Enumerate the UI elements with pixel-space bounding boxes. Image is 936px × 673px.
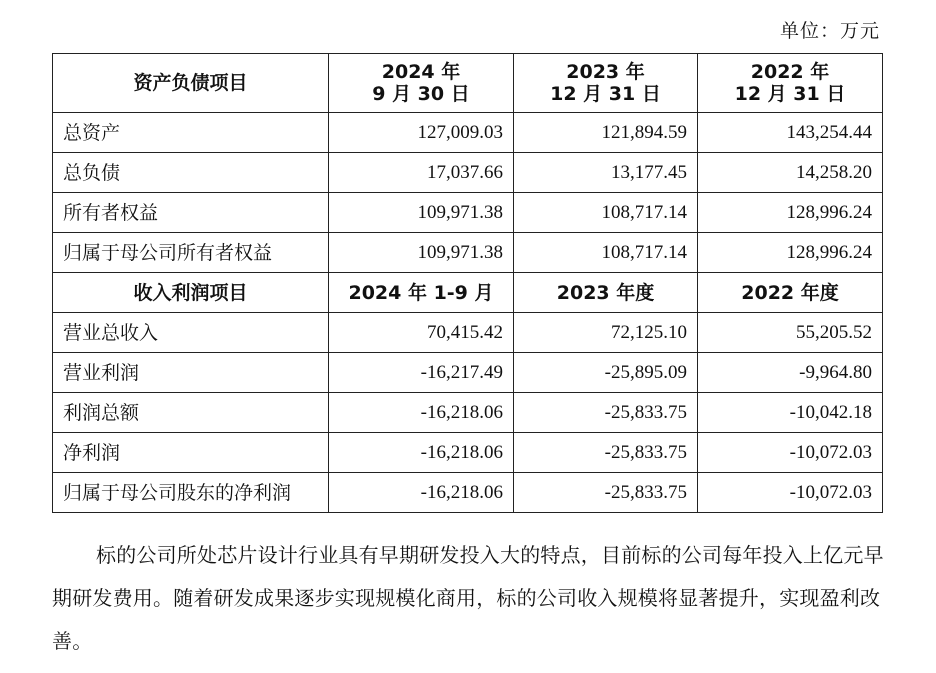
income-header-2024: 2024 年 1-9 月: [329, 273, 514, 313]
cell-value: -25,833.75: [514, 393, 698, 433]
cell-value: 109,971.38: [329, 193, 514, 233]
header-line: 2023 年: [566, 61, 645, 83]
cell-value: -16,218.06: [329, 433, 514, 473]
cell-value: 128,996.24: [698, 233, 883, 273]
cell-value: -16,217.49: [329, 353, 514, 393]
cell-value: 121,894.59: [514, 113, 698, 153]
cell-value: 55,205.52: [698, 313, 883, 353]
row-label: 总资产: [53, 113, 329, 153]
cell-value: 143,254.44: [698, 113, 883, 153]
table-row: [53, 193, 883, 233]
row-label: 所有者权益: [53, 193, 329, 233]
cell-value: 127,009.03: [329, 113, 514, 153]
header-line: 2024 年: [381, 61, 461, 83]
header-line: 2022 年: [750, 61, 830, 83]
cell-value: 72,125.10: [514, 313, 698, 353]
income-header-2023: 2023 年度: [514, 273, 698, 313]
row-label: 净利润: [53, 433, 329, 473]
table-row: [53, 353, 883, 393]
balance-header-2024: [329, 54, 514, 113]
cell-value: 128,996.24: [698, 193, 883, 233]
cell-value: 17,037.66: [329, 153, 514, 193]
cell-value: -16,218.06: [329, 393, 514, 433]
cell-value: -25,833.75: [514, 473, 698, 513]
row-label: 总负债: [53, 153, 329, 193]
income-header-2022: 2022 年度: [698, 273, 883, 313]
balance-header-2022: [698, 54, 883, 113]
cell-value: -10,072.03: [698, 473, 883, 513]
balance-header-row: [53, 54, 883, 113]
table-row: [53, 233, 883, 273]
table-row: [53, 473, 883, 513]
cell-value: -16,218.06: [329, 473, 514, 513]
table-row: [53, 393, 883, 433]
cell-value: 70,415.42: [329, 313, 514, 353]
table-row: [53, 433, 883, 473]
table-row: [53, 153, 883, 193]
cell-value: 14,258.20: [698, 153, 883, 193]
balance-header-2023: [514, 54, 698, 113]
header-line: 9 月 30 日: [372, 83, 470, 105]
unit-label: 单位：万元: [779, 20, 880, 42]
cell-value: 108,717.14: [514, 233, 698, 273]
cell-value: -10,042.18: [698, 393, 883, 433]
financial-table: [52, 53, 883, 513]
row-label: 归属于母公司所有者权益: [53, 233, 329, 273]
table-row: [53, 113, 883, 153]
row-label: 营业利润: [53, 353, 329, 393]
cell-value: -25,895.09: [514, 353, 698, 393]
income-header-row: [53, 273, 883, 313]
cell-value: 109,971.38: [329, 233, 514, 273]
cell-value: 108,717.14: [514, 193, 698, 233]
income-header-item: 收入利润项目: [53, 273, 329, 313]
table-row: [53, 313, 883, 353]
body-paragraph: 标的公司所处芯片设计行业具有早期研发投入大的特点，目前标的公司每年投入上亿元早期研发费用。随着研发成果逐步实现规模化商用，标的公司收入规模将显著提升，实现盈利改善。: [52, 543, 884, 653]
cell-value: -10,072.03: [698, 433, 883, 473]
header-line: 12 月 31 日: [734, 83, 846, 105]
row-label: 利润总额: [53, 393, 329, 433]
cell-value: -9,964.80: [698, 353, 883, 393]
balance-header-item: 资产负债项目: [53, 54, 329, 113]
cell-value: -25,833.75: [514, 433, 698, 473]
row-label: 营业总收入: [53, 313, 329, 353]
row-label: 归属于母公司股东的净利润: [53, 473, 329, 513]
cell-value: 13,177.45: [514, 153, 698, 193]
header-line: 12 月 31 日: [550, 83, 661, 105]
